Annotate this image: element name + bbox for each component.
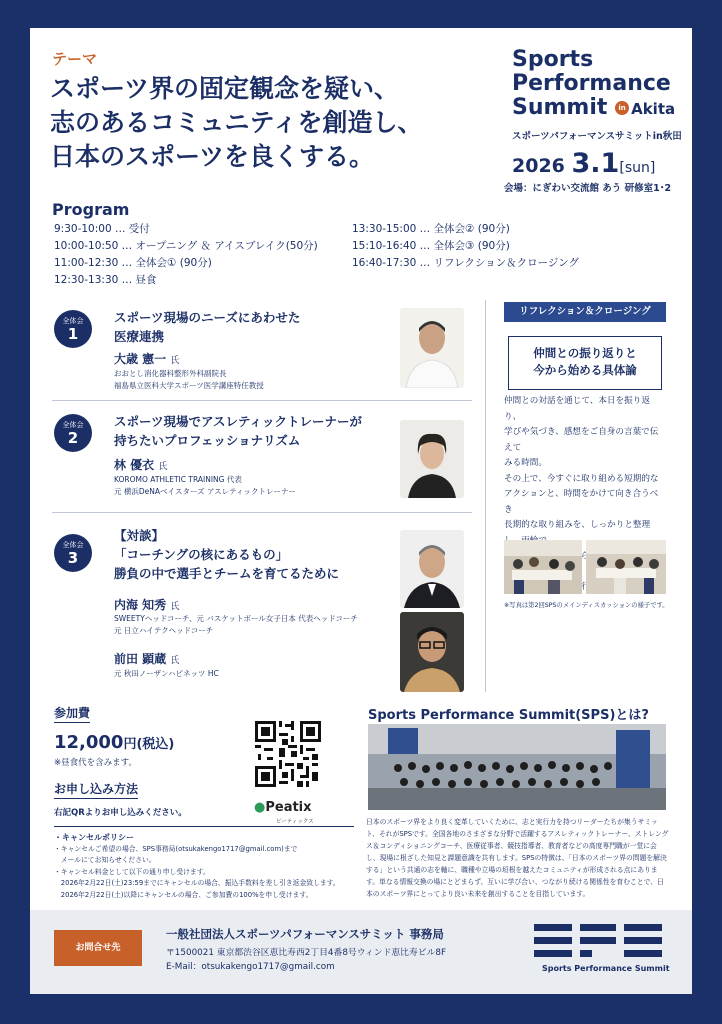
peatix-icon: ● (254, 800, 266, 815)
cancel-title: ・キャンセルポリシー (54, 833, 134, 842)
peatix-sub: ピーティックス (276, 819, 314, 825)
affiliation-line: 元 日立ハイテクヘッドコーチ (114, 626, 214, 635)
sps-logo (530, 922, 666, 960)
section-divider (52, 400, 472, 401)
sps-logo-text: Sports Performance Summit (542, 964, 670, 973)
headline (50, 72, 490, 174)
fee-price (54, 732, 174, 753)
logo-line: Sports (512, 47, 594, 72)
affiliation-line: おおとし消化器科整形外科副院長 (114, 369, 227, 378)
honorific: 氏 (158, 462, 168, 472)
qr-code[interactable] (252, 718, 324, 790)
sps-title: Sports Performance Summit(SPS)とは? (368, 708, 649, 723)
sps-body: 日本のスポーツ界をより良く変革していくために、志と実行力を持つリーダーたちが集うサミット、それがSPSです。全国各地のさまざまな分野で活躍するアスレティックトレーナー、ストレングス＆コンディショニングコーチ、医療従事者、競技指導者、教育者などの高度専門職が一堂に会し、現場に根ざした知見と課題意識を共有します。SPSの特徴は、「日本のスポーツ界の問題を解決する」という共通の志を軸に、職種や立場の垣根を越えたコミュニティが形成される点にあります。単なる情報交換の場にとどまらず、互いに学び合い、つながり続ける関係性を育むことで、日本のスポーツ界にとってより良い未来を創出することを目指しています。 (366, 818, 669, 898)
date-year: 2026 (512, 155, 565, 177)
program-item: 15:10-16:40 … 全体会③ (90分) (352, 240, 510, 252)
fee-note: ※昼食代を含みます。 (54, 758, 137, 768)
peatix-logo[interactable] (254, 800, 312, 815)
reflection-line: みる時間。 (504, 458, 547, 468)
cancel-line: 2026年2月22日(土)23:59までにキャンセルの場合、振込手数料を差し引き返金致します。 (54, 879, 340, 887)
logo-summit: Summit (512, 95, 608, 120)
peatix-label: Peatix (265, 800, 312, 815)
reflection-tag: リフレクション＆クロージング (504, 302, 666, 322)
contact-button[interactable]: お問合せ先 (54, 930, 142, 966)
speaker-affiliation (114, 613, 358, 637)
headline-line: 日本のスポーツを良くする。 (50, 142, 375, 171)
headline-line: スポーツ界の固定観念を疑い、 (50, 74, 400, 103)
session-title-line: 「コーチングの核にあるもの」 (114, 547, 289, 562)
badge-label: 全体会 (62, 317, 84, 325)
affiliation-line: 元 横浜DeNAベイスターズ アスレティックトレーナー (114, 487, 297, 496)
speaker-photo (400, 308, 464, 388)
contact-details (166, 946, 446, 974)
session-title-line: 医療連携 (114, 329, 165, 344)
session-title (114, 526, 339, 583)
reflection-line: アクションと、時間をかけて向き合うべき (504, 489, 659, 515)
affiliation-line: SWEETYヘッドコーチ、元 バスケットボール女子日本 代表ヘッドコーチ (114, 614, 358, 623)
price-unit: 円(税込) (123, 737, 175, 752)
badge-number: 1 (67, 325, 79, 343)
badge-label: 全体会 (62, 421, 84, 429)
honorific: 氏 (170, 656, 180, 666)
apply-text: 右記QRよりお申し込みください。 (54, 808, 187, 818)
speaker-photo (400, 612, 464, 692)
program-list-right (352, 221, 579, 272)
reflection-line: 仲間との対話を通じて、本日を振り返り、 (504, 396, 650, 422)
session-badge (54, 534, 92, 572)
cancel-policy (54, 832, 354, 901)
honorific: 氏 (170, 356, 180, 366)
session-title-line: 勝負の中で選手とチームを育てるために (114, 566, 340, 581)
reflection-box-line: 今から始める具体論 (533, 363, 637, 377)
speaker-name (114, 650, 179, 667)
reflection-line: その上で、今すぐに取り組める短期的な (504, 473, 659, 484)
speaker-name (114, 350, 179, 367)
price-value: 12,000 (54, 732, 124, 753)
reflection-box (508, 336, 662, 390)
badge-number: 2 (67, 429, 79, 447)
program-item: 16:40-17:30 … リフレクション＆クロージング (352, 257, 579, 269)
session-title-line: 【対談】 (114, 528, 165, 543)
flyer-sheet (30, 28, 692, 994)
speaker-name-text: 前田 顕蔵 (114, 652, 167, 666)
date-day: 3.1 (571, 148, 620, 179)
organization-name: 一般社団法人スポーツパフォーマンスサミット 事務局 (166, 927, 444, 941)
badge-label: 全体会 (62, 541, 84, 549)
affiliation-line: 福島県立医科大学スポーツ医学講座特任教授 (114, 381, 264, 390)
logo-in-mark: in (615, 101, 629, 115)
logo-line (512, 96, 675, 121)
logo-line: Performance (512, 71, 671, 96)
event-date (512, 148, 655, 179)
sps-logo-mark (530, 922, 666, 960)
speaker-name (114, 456, 167, 473)
section-divider (52, 512, 472, 513)
session-title-line: 持ちたいプロフェッショナリズム (114, 433, 301, 448)
session-title-line: スポーツ現場のニーズにあわせた (114, 310, 301, 325)
cancel-line: メールにてお知らせください。 (54, 856, 156, 864)
apply-heading: お申し込み方法 (54, 780, 138, 799)
program-list-left (54, 221, 318, 289)
event-logo (512, 48, 675, 121)
speaker-affiliation (114, 668, 219, 680)
reflection-box-text (509, 337, 661, 379)
session-badge (54, 414, 92, 452)
theme-label: テーマ (52, 50, 98, 68)
column-divider (485, 300, 486, 692)
headline-line: 志のあるコミュニティを創造し、 (50, 108, 423, 137)
program-item: 9:30-10:00 … 受付 (54, 223, 150, 235)
address: 〒1500021 東京都渋谷区恵比寿西2丁目4番8号ウィンド恵比寿ビル8F (166, 948, 447, 958)
program-title: Program (52, 200, 130, 219)
program-item: 12:30-13:30 … 昼食 (54, 274, 157, 286)
email[interactable]: E-Mail：otsukakengo1717@gmail.com (166, 962, 335, 972)
speaker-name (114, 596, 179, 613)
speaker-name-text: 大歳 憲一 (114, 352, 167, 366)
session-title (114, 308, 300, 346)
program-item: 10:00-10:50 … オープニング ＆ アイスブレイク(50分) (54, 240, 318, 252)
reflection-line: 長期的な取り組みを、しっかりと整理 (504, 520, 651, 530)
cancel-line: ・キャンセルご希望の場合、SPS事務局(otsukakengo1717@gmail.com)まで (54, 844, 298, 853)
sps-logo-letters: SPS (598, 959, 600, 960)
logo-akita: Akita (631, 100, 676, 118)
discussion-photo (504, 540, 582, 594)
session-badge (54, 310, 92, 348)
venue: 会場：にぎわい交流館 あう 研修室1･2 (504, 183, 672, 194)
program-item: 11:00-12:30 … 全体会① (90分) (54, 257, 212, 269)
speaker-affiliation (114, 474, 296, 498)
speaker-name-text: 林 優衣 (114, 458, 155, 472)
speaker-photo (400, 530, 464, 608)
affiliation-line: KOROMO ATHLETIC TRAINING 代表 (114, 475, 242, 484)
group-photo (368, 724, 666, 810)
cancel-line: 2026年2月22日(土)以降にキャンセルの場合、ご参加費の100%を申し受けます。 (54, 890, 313, 899)
cancel-line: ・キャンセル料金として以下の通り申し受けます。 (54, 867, 210, 876)
session-title-line: スポーツ現場でアスレティックトレーナーが (114, 414, 363, 429)
logo-subtitle: スポーツパフォーマンスサミットin秋田 (512, 131, 682, 142)
date-weekday: [sun] (619, 160, 656, 176)
speaker-affiliation (114, 368, 264, 392)
fee-heading: 参加費 (54, 704, 90, 723)
reflection-box-line: 仲間との振り返りと (533, 346, 637, 360)
honorific: 氏 (170, 602, 180, 612)
speaker-name-text: 内海 知秀 (114, 598, 167, 612)
program-item: 13:30-15:00 … 全体会② (90分) (352, 223, 510, 235)
reflection-line: 学びや気づき、感想をご自身の言葉で伝えて (504, 427, 659, 453)
speaker-photo (400, 420, 464, 498)
photo-note: ※写真は第2回SPSのメインディスカッションの様子です。 (504, 602, 669, 609)
session-title (114, 412, 362, 450)
affiliation-line: 元 秋田ノーザンハピネッツ HC (114, 669, 219, 678)
discussion-photo (586, 540, 666, 594)
badge-number: 3 (67, 549, 79, 567)
cancel-divider (54, 826, 354, 827)
